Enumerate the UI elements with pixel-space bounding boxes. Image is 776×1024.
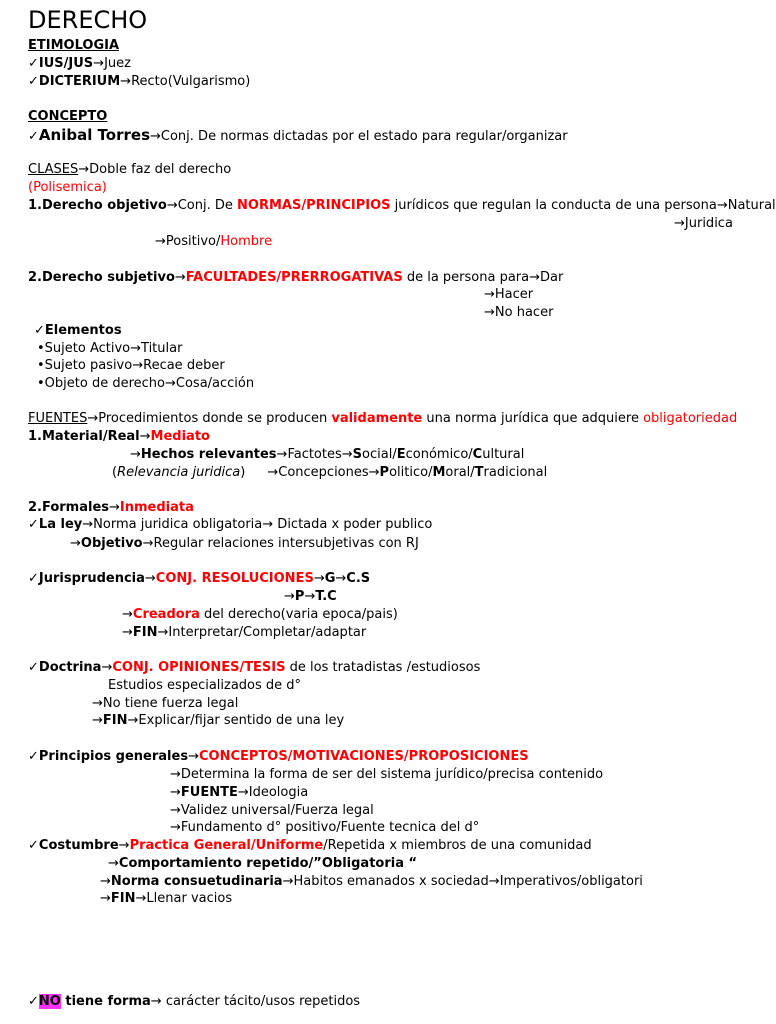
arrow-right-icon: → [341, 447, 353, 462]
highlight: CONJ. OPINIONES/TESIS [112, 660, 286, 675]
arrow-right-icon: → [170, 820, 181, 835]
check-icon: ✓ [28, 838, 39, 853]
arrow-right-icon: → [150, 994, 162, 1009]
pt-line [284, 588, 337, 606]
arrow-right-icon: → [130, 341, 142, 356]
text: Imperativos/obligatori [499, 874, 643, 889]
clases-note: (Polisemica) [28, 180, 107, 195]
list-item [37, 375, 254, 393]
text: Positivo/ [165, 234, 221, 249]
initial: C [472, 447, 483, 462]
derecho-subjetivo-label: 2.Derecho subjetivo [28, 270, 175, 285]
branch-juridica [674, 215, 733, 233]
text: Jurisprudencia [38, 571, 145, 586]
check-icon: ✓ [28, 660, 39, 675]
arrow-right-icon: → [92, 713, 103, 728]
text: Elementos [44, 323, 122, 338]
text: Ideologia [248, 785, 309, 800]
arrow-right-icon: → [484, 305, 495, 320]
text: Costumbre [38, 838, 119, 853]
arrow-right-icon: → [108, 856, 119, 871]
text: G [324, 571, 336, 586]
text: Sujeto Activo [44, 341, 131, 356]
text: Cosa/acción [175, 376, 255, 391]
clases-heading: CLASES [28, 162, 79, 177]
derecho-objetivo-label: 1.Derecho objetivo [28, 198, 167, 213]
arrow-right-icon: → [267, 465, 279, 480]
initial: E [396, 447, 406, 462]
principios-fuente [170, 784, 308, 802]
arrow-right-icon: → [82, 517, 94, 532]
arrow-right-icon: → [120, 74, 132, 89]
highlight: CONJ. RESOLUCIONES [155, 571, 314, 586]
text: Principios generales [38, 749, 189, 764]
arrow-right-icon: → [130, 447, 141, 462]
text: de los tratadistas /estudiosos [285, 660, 481, 675]
highlight: Inmediata [119, 500, 194, 515]
text: Procedimientos donde se producen [98, 411, 332, 426]
concepto-line [28, 126, 568, 146]
text: No hacer [494, 305, 554, 320]
arrow-right-icon: → [484, 287, 495, 302]
arrow-right-icon: → [335, 571, 347, 586]
text: Fundamento d° positivo/Fuente tecnica del d° [180, 820, 480, 835]
arrow-right-icon: → [122, 625, 133, 640]
page-title: DERECHO [28, 6, 148, 34]
arrow-right-icon: → [488, 874, 500, 889]
fuentes-heading: FUENTES [28, 411, 88, 426]
relevancia-line: (Relevancia juridica) →Concepciones→Politico/Moral/Tradicional [112, 465, 548, 480]
branch-natural: Natural [727, 198, 776, 213]
text: una norma jurídica que adquiere [422, 411, 644, 426]
doctrina-line2: Estudios especializados de d° [108, 678, 302, 693]
arrow-right-icon: → [174, 270, 186, 285]
arrow-right-icon: → [92, 696, 103, 711]
branch-no-hacer [484, 304, 553, 322]
arrow-right-icon: → [188, 749, 199, 764]
text: Relevancia juridica [117, 465, 241, 480]
highlight: obligatoriedad [643, 411, 738, 426]
text: P [294, 589, 305, 604]
costumbre-fin [100, 890, 232, 908]
highlight: Hombre [220, 234, 273, 249]
arrow-right-icon: → [150, 129, 161, 144]
formales-line [28, 499, 194, 517]
text: 2.Formales [28, 500, 110, 515]
text: oral/ [445, 465, 475, 480]
arrow-right-icon: → [284, 589, 295, 604]
text: Hechos relevantes [140, 447, 277, 462]
arrow-right-icon: → [109, 500, 120, 515]
hechos-line [130, 446, 524, 464]
text: Objetivo [80, 536, 143, 551]
clases-desc: Doble faz del derecho [89, 162, 232, 177]
text: Objeto de derecho [44, 376, 165, 391]
text: Norma consuetudinaria [110, 874, 283, 889]
arrow-right-icon: → [529, 270, 541, 285]
check-icon: ✓ [28, 129, 39, 144]
initial: P [379, 465, 390, 480]
arrow-right-icon: → [70, 536, 81, 551]
arrow-right-icon: → [100, 874, 111, 889]
check-icon: ✓ [28, 74, 39, 89]
text: Concepciones [278, 465, 369, 480]
jurisprudencia-line [28, 570, 370, 588]
text: Titular [141, 341, 183, 356]
text: olitico/ [389, 465, 433, 480]
highlight: Practica General/Uniforme [129, 838, 324, 853]
check-icon: ✓ [28, 749, 39, 764]
definition: Recto(Vulgarismo) [131, 74, 251, 89]
text: Regular relaciones intersubjetivas con RJ [153, 536, 419, 551]
text: Determina la forma de ser del sistema jurídico/precisa contenido [180, 767, 604, 782]
text: T.C [315, 589, 337, 604]
highlight: validamente [331, 411, 423, 426]
arrow-right-icon: → [164, 376, 176, 391]
text: conómico/ [405, 447, 473, 462]
arrow-right-icon: → [170, 785, 181, 800]
arrow-right-icon: → [368, 465, 380, 480]
principios-l1 [170, 766, 603, 784]
elementos-heading [34, 322, 122, 340]
term: DICTERIUM [38, 74, 121, 89]
highlight: Mediato [150, 429, 210, 444]
text: FUENTE [180, 785, 238, 800]
bullet-icon: • [37, 358, 45, 373]
arrow-right-icon: → [157, 625, 169, 640]
concepto-definition: Conj. De normas dictadas por el estado para regular/organizar [160, 129, 568, 144]
arrow-right-icon: → [170, 767, 181, 782]
highlight: FACULTADES/PRERROGATIVAS [185, 270, 403, 285]
list-item [37, 357, 225, 375]
text: Interpretar/Completar/adaptar [168, 625, 367, 640]
principios-line [28, 748, 529, 766]
arrow-right-icon: → [122, 607, 133, 622]
text: Sujeto pasivo [44, 358, 133, 373]
text: Dictada x poder publico [273, 517, 433, 532]
arrow-right-icon: → [716, 198, 728, 213]
doctrina-line3 [92, 695, 238, 713]
text: Juridica [684, 216, 733, 231]
text: Llenar vacios [146, 891, 233, 906]
text: FIN [102, 713, 128, 728]
arrow-right-icon: → [135, 891, 147, 906]
text: Hacer [494, 287, 534, 302]
arrow-right-icon: → [304, 589, 316, 604]
text: Conj. De [177, 198, 238, 213]
initial: T [474, 465, 484, 480]
bullet-icon: • [37, 376, 45, 391]
arrow-right-icon: → [78, 162, 90, 177]
costumbre-norma [100, 873, 643, 891]
highlight: Creadora [132, 607, 200, 622]
fuentes-line [28, 410, 737, 428]
costumbre-line [28, 837, 592, 855]
concepto-heading: CONCEPTO [28, 109, 108, 124]
ley-line [28, 516, 432, 534]
text: No tiene fuerza legal [102, 696, 239, 711]
arrow-right-icon: → [282, 874, 294, 889]
text: radicional [483, 465, 548, 480]
highlight: NORMAS/PRINCIPIOS [237, 198, 391, 213]
bullet-icon: • [37, 341, 45, 356]
text: Explicar/fijar sentido de una ley [138, 713, 345, 728]
arrow-right-icon: → [127, 713, 139, 728]
derecho-subjetivo-line [28, 269, 563, 287]
material-line [28, 428, 210, 446]
branch-dar: Dar [540, 270, 564, 285]
arrow-right-icon: → [101, 660, 113, 675]
text: de la persona para [402, 270, 530, 285]
text: /Repetida x miembros de una comunidad [323, 838, 592, 853]
branch-hacer [484, 286, 533, 304]
check-icon: ✓ [34, 323, 45, 338]
no-highlight: NO [38, 994, 61, 1009]
arrow-right-icon: → [132, 358, 144, 373]
check-icon: ✓ [28, 517, 39, 532]
arrow-right-icon: → [674, 216, 685, 231]
arrow-right-icon: → [276, 447, 288, 462]
arrow-right-icon: → [237, 785, 249, 800]
text: carácter tácito/usos repetidos [161, 994, 361, 1009]
etimologia-item-dicterium [28, 73, 250, 91]
text: Factotes [287, 447, 342, 462]
arrow-right-icon: → [262, 517, 274, 532]
text: Norma juridica obligatoria [93, 517, 263, 532]
text: FIN [132, 625, 158, 640]
branch-positivo [155, 233, 272, 251]
etimologia-heading: ETIMOLOGIA [28, 38, 120, 53]
text: del derecho(varia epoca/pais) [199, 607, 398, 622]
arrow-right-icon: → [144, 571, 156, 586]
text: Comportamiento repetido/”Obligatoria “ [118, 856, 418, 871]
text: C.S [346, 571, 371, 586]
arrow-right-icon: → [170, 803, 181, 818]
arrow-right-icon: → [155, 234, 166, 249]
jurisprudencia-fin-line [122, 624, 366, 642]
initial: M [432, 465, 446, 480]
doctrina-fin-line [92, 712, 344, 730]
initial: S [352, 447, 363, 462]
list-item [37, 340, 182, 358]
arrow-right-icon: → [166, 198, 178, 213]
text: Doctrina [38, 660, 102, 675]
text: Validez universal/Fuerza legal [180, 803, 374, 818]
etimologia-item-ius [28, 55, 131, 73]
objetivo-line [70, 535, 419, 553]
arrow-right-icon: → [142, 536, 154, 551]
principios-l3 [170, 802, 374, 820]
arrow-right-icon: → [313, 571, 325, 586]
text: 1.Material/Real [28, 429, 140, 444]
footer-line [28, 993, 360, 1011]
check-icon: ✓ [28, 56, 39, 71]
costumbre-comp [108, 855, 417, 873]
text: Recae deber [143, 358, 225, 373]
creadora-line [122, 606, 398, 624]
clases-line [28, 161, 231, 179]
arrow-right-icon: → [118, 838, 130, 853]
text: ocial/ [362, 447, 397, 462]
derecho-objetivo-line [28, 197, 776, 215]
doctrina-line [28, 659, 480, 677]
check-icon: ✓ [28, 571, 39, 586]
text: jurídicos que regulan la conducta de una persona [390, 198, 717, 213]
text: tiene forma [60, 994, 151, 1009]
arrow-right-icon: → [100, 891, 111, 906]
text: FIN [110, 891, 136, 906]
arrow-right-icon: → [93, 56, 105, 71]
definition: Juez [104, 56, 131, 71]
term: IUS/JUS [38, 56, 94, 71]
principios-l4 [170, 819, 479, 837]
text: ultural [482, 447, 525, 462]
arrow-right-icon: → [87, 411, 99, 426]
highlight: CONCEPTOS/MOTIVACIONES/PROPOSICIONES [198, 749, 529, 764]
text: La ley [38, 517, 83, 532]
check-icon: ✓ [28, 994, 39, 1009]
arrow-right-icon: → [139, 429, 151, 444]
text: Habitos emanados x sociedad [293, 874, 489, 889]
concepto-author: Anibal Torres [38, 126, 150, 144]
